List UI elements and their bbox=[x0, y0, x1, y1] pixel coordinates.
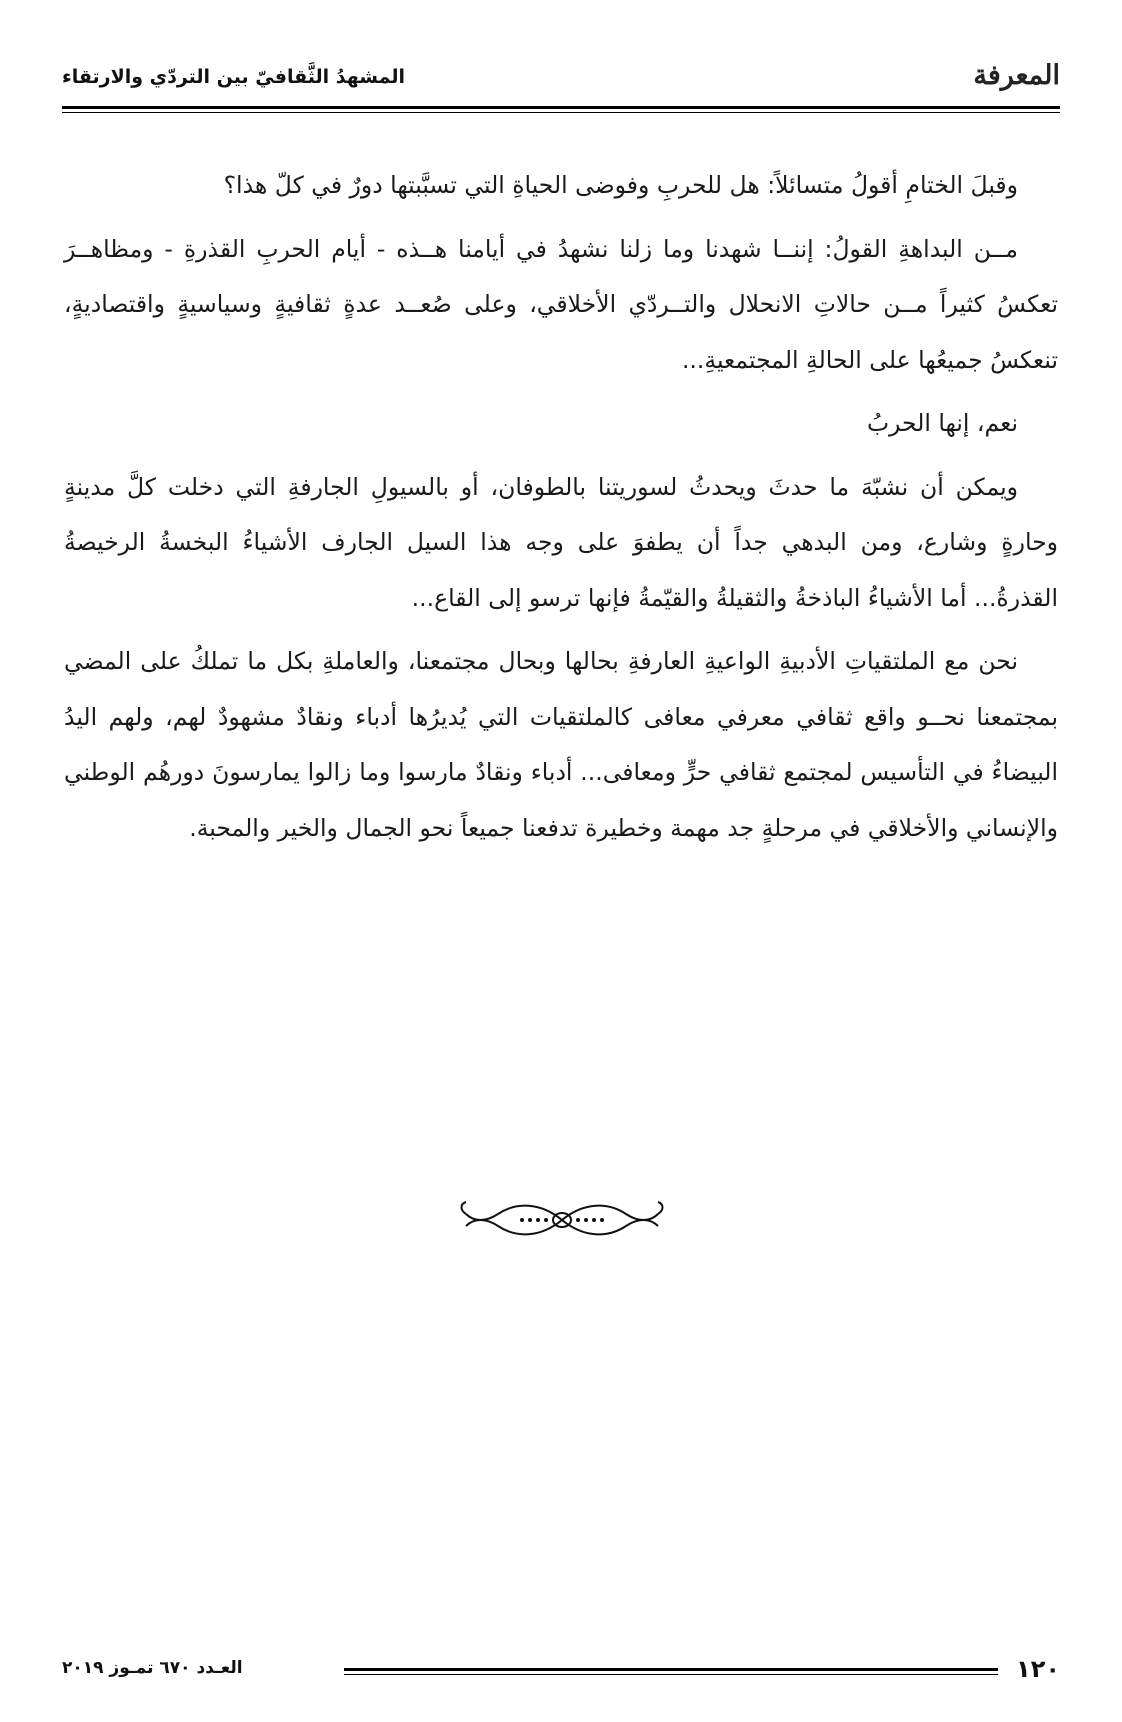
page-number: ١٢٠ bbox=[1016, 1655, 1060, 1683]
page-header bbox=[62, 58, 1060, 106]
running-title: المشهدُ الثَّقافيّ بين التردّي والارتقاء bbox=[62, 66, 406, 88]
page-footer bbox=[62, 1655, 1060, 1691]
footer-rule bbox=[344, 1668, 998, 1671]
paragraph-question: وقبلَ الختامِ أقولُ متسائلاً: هل للحربِ وفوضى الحياةِ التي تسبَّبتها دورٌ في كلّ هذا؟ bbox=[223, 171, 1018, 199]
paragraph-flood: ويمكن أن نشبّهَ ما حدثَ ويحدثُ لسوريتنا بالطوفان، أو بالسيولِ الجارفةِ التي دخلت كلَّ مدينةٍ وحارةٍ وشارع، ومن البدهي جداً أن يطفوَ على وجه هذا السيل الجارف الأشياءُ البخسةُ الرخيصةُ القذرةُ... أما الأشياءُ الباذخةُ والثقيلةُ والقيّمةُ فإنها ترسو إلى القاع... bbox=[64, 472, 1058, 612]
article-body bbox=[64, 158, 1058, 856]
issue-info: العـدد ٦٧٠ تمـوز ٢٠١٩ bbox=[62, 1658, 243, 1678]
header-rule bbox=[62, 106, 1060, 109]
magazine-logo: المعرفة bbox=[973, 60, 1060, 91]
ornament-divider-icon bbox=[460, 1196, 664, 1244]
footer-rule-thin bbox=[344, 1674, 998, 1675]
paragraph-yes-war: نعم، إنها الحربُ bbox=[866, 409, 1018, 437]
paragraph-war-decline: مــن البداهةِ القولُ: إننــا شهدنا وما زلنا نشهدُ في أيامنا هــذه - أيام الحربِ القذرةِ - ومظاهــرَ تعكسُ كثيراً مــن حالاتِ الانحلال والتــردّي الأخلاقي، وعلى صُعــد عدةٍ ثقافيةٍ وسياسيةٍ واقتصاديةٍ، تنعكسُ جميعُها على الحالةِ المجتمعيةِ... bbox=[64, 234, 1058, 374]
header-rule-thin bbox=[62, 112, 1060, 113]
paragraph-forums: نحن مع الملتقياتِ الأدبيةِ الواعيةِ العارفةِ بحالها وبحال مجتمعنا، والعاملةِ بكل ما تملكُ على المضي بمجتمعنا نحــو واقع ثقافي معرفي معافى كالملتقيات التي يُديرُها أدباء ونقادٌ مشهودٌ لهم، ولهم اليدُ البيضاءُ في التأسيس لمجتمع ثقافي حرٍّ ومعافى... أدباء ونقادٌ مارسوا وما زالوا يمارسونَ دورهُم الوطني والإنساني والأخلاقي في مرحلةٍ جد مهمة وخطيرة تدفعنا جميعاً نحو الجمال والخير والمحبة. bbox=[64, 647, 1058, 842]
